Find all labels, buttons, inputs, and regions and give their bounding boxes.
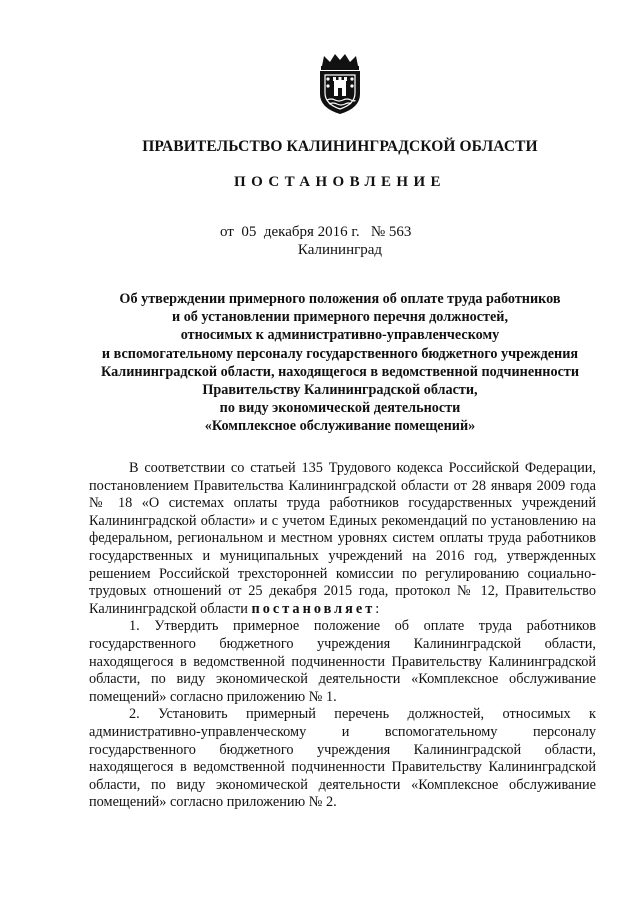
resolves-word: постановляет bbox=[251, 600, 376, 617]
preamble-text: В соответствии со статьей 135 Трудового кодекса Российской Федерации, постановлением Правительства Калининградской области от 28 января 2009 года № 18 «О системах оплаты труда работников государственных учреждений Калининградской области» и с учетом Единых рекомендаций по установлению на федеральном, региональном и местном уровнях систем оплаты труда работников государственных и муниципальных учреждений на 2016 год, утвержденных решением Российской трехсторонней комиссии по регулированию социально-трудовых отношений от 25 декабря 2015 года, протокол № 12, Правительство Калининградской области bbox=[89, 460, 596, 617]
document-body bbox=[89, 460, 596, 812]
document-type: ПОСТАНОВЛЕНИЕ bbox=[234, 174, 446, 190]
coat-of-arms-emblem bbox=[312, 52, 368, 116]
item-2-paragraph: 2. Установить примерный перечень должностей, относимых к административно-управленческому и вспомогательному персоналу государственного бюджетного учреждения Калининградской области, находящегося в ведомственной подчиненности Правительству Калининградской области, по виду экономической деятельности «Комплексное обслуживание помещений» согласно приложению № 2. bbox=[89, 706, 596, 811]
subject-line: Об утверждении примерного положения об оплате труда работников bbox=[119, 291, 561, 307]
subject-line: по виду экономической деятельности bbox=[219, 400, 461, 417]
subject-line: Калининградской области, находящегося в ведомственной подчиненности bbox=[100, 363, 580, 380]
subject-line: Правительству Калининградской области, bbox=[202, 382, 478, 399]
subject-line: и вспомогательному персоналу государственного бюджетного учреждения bbox=[101, 345, 579, 362]
city: Калининград bbox=[297, 242, 383, 258]
item-1-paragraph: 1. Утвердить примерное положение об оплате труда работников государственного бюджетного учреждения Калининградской области, находящегося в ведомственной подчиненности Правительству Калининградской области, по виду экономической деятельности «Комплексное обслуживание помещений» согласно приложению № 1. bbox=[89, 618, 596, 705]
government-title: ПРАВИТЕЛЬСТВО КАЛИНИНГРАДСКОЙ ОБЛАСТИ bbox=[142, 138, 538, 155]
subject-line: относимых к административно-управленческому bbox=[180, 327, 500, 344]
subject-line: и об установлении примерного перечня должностей, bbox=[171, 309, 509, 326]
preamble-paragraph bbox=[89, 460, 596, 618]
date-and-number: от 05 декабря 2016 г. № 563 bbox=[220, 224, 412, 240]
subject-line: «Комплексное обслуживание помещений» bbox=[204, 418, 476, 435]
resolves-colon: : bbox=[375, 600, 380, 617]
resolution-subject bbox=[50, 290, 630, 436]
